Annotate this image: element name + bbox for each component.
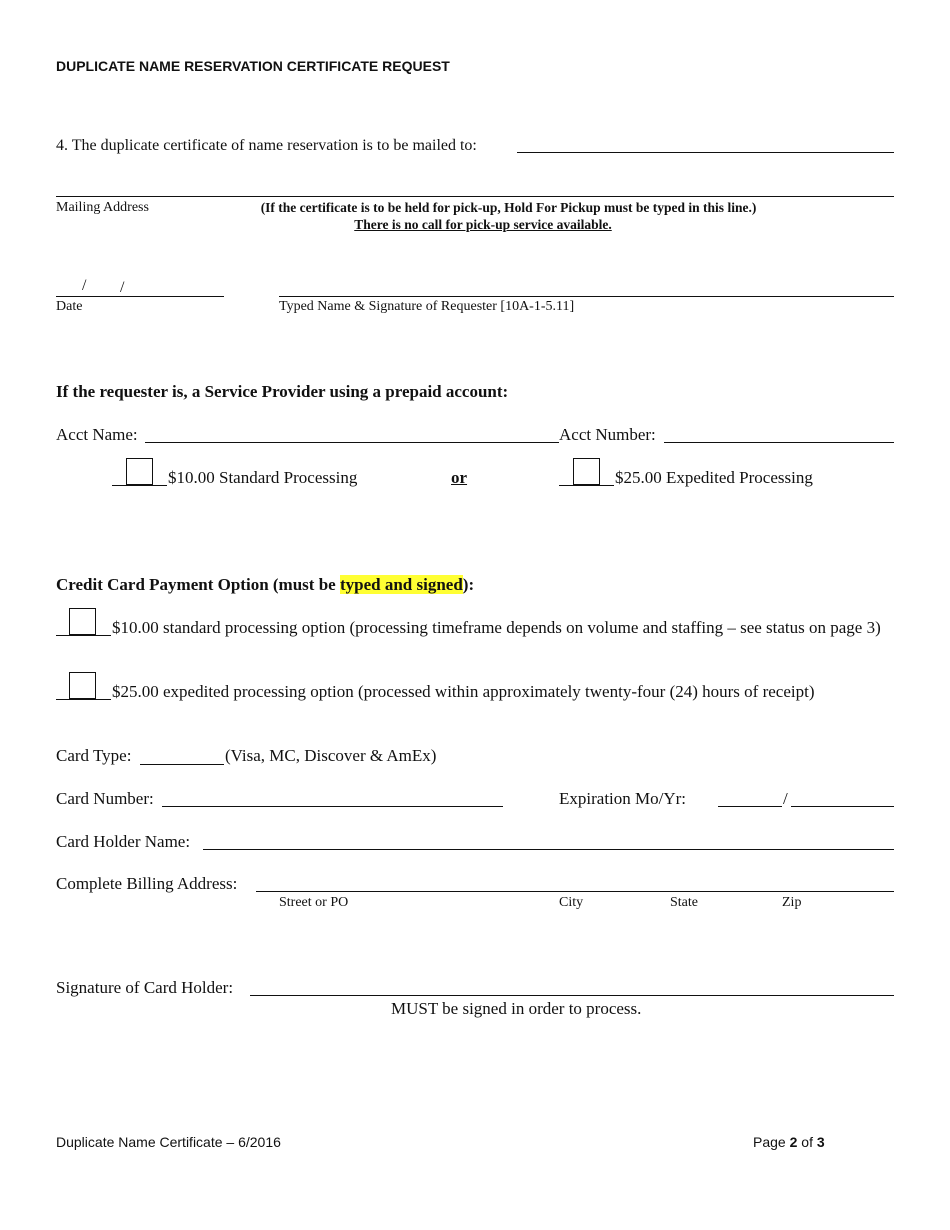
card-number-field[interactable]: [162, 806, 503, 807]
acct-name-label: Acct Name:: [56, 425, 138, 444]
acct-number-label: Acct Number:: [559, 425, 656, 444]
expiration-label: Expiration Mo/Yr:: [559, 789, 687, 808]
credit-card-heading-pre: Credit Card Payment Option (must be: [56, 575, 340, 594]
pickup-note: (If the certificate is to be held for pick-up, Hold For Pickup must be typed in this line.): [260, 200, 757, 215]
state-label: State: [670, 895, 698, 910]
mailed-to-field[interactable]: [517, 152, 894, 153]
street-label: Street or PO: [279, 895, 349, 910]
item4-text: 4. The duplicate certificate of name reservation is to be mailed to:: [56, 137, 477, 154]
cc-expedited-underline: [56, 699, 111, 700]
card-holder-signature-label: Signature of Card Holder:: [56, 978, 234, 997]
date-slash-2: /: [120, 279, 125, 296]
requester-signature-label: Typed Name & Signature of Requester [10A-1-5.11]: [279, 299, 575, 314]
page-total: 3: [816, 1134, 825, 1150]
cc-standard-option: $10.00 standard processing option (processing timeframe depends on volume and staffing – see status on page 3): [112, 618, 881, 637]
card-holder-name-field[interactable]: [203, 849, 894, 850]
date-slash-1: /: [82, 277, 87, 294]
card-holder-name-label: Card Holder Name:: [56, 832, 191, 851]
billing-address-label: Complete Billing Address:: [56, 874, 238, 893]
standard-processing-underline: [112, 485, 167, 486]
service-provider-heading: If the requester is, a Service Provider using a prepaid account:: [56, 382, 509, 401]
pickup-service-note: There is no call for pick-up service available.: [354, 217, 612, 232]
page-current: 2: [789, 1134, 798, 1150]
mailing-address-field[interactable]: [56, 196, 894, 197]
credit-card-heading-post: ):: [462, 575, 475, 594]
city-label: City: [559, 895, 584, 910]
acct-number-field[interactable]: [664, 442, 894, 443]
page-word: Page: [753, 1134, 790, 1150]
must-sign-note: MUST be signed in order to process.: [391, 999, 642, 1018]
standard-processing-checkbox[interactable]: [126, 458, 153, 485]
card-number-label: Card Number:: [56, 789, 154, 808]
expiration-year-field[interactable]: [791, 806, 894, 807]
credit-card-heading: [56, 575, 474, 595]
expiration-slash: /: [783, 789, 788, 808]
expedited-processing-underline: [559, 485, 614, 486]
cc-expedited-checkbox[interactable]: [69, 672, 96, 699]
date-field[interactable]: [56, 296, 224, 297]
cc-standard-checkbox[interactable]: [69, 608, 96, 635]
expedited-processing-label: $25.00 Expedited Processing: [615, 468, 813, 487]
card-holder-signature-field[interactable]: [250, 995, 894, 996]
expedited-processing-checkbox[interactable]: [573, 458, 600, 485]
requester-signature-field[interactable]: [279, 296, 894, 297]
zip-label: Zip: [782, 895, 802, 910]
expiration-month-field[interactable]: [718, 806, 782, 807]
cc-expedited-option: $25.00 expedited processing option (processed within approximately twenty-four (24) hours of receipt): [112, 682, 815, 701]
billing-address-field[interactable]: [256, 891, 894, 892]
standard-processing-label: $10.00 Standard Processing: [168, 468, 358, 487]
typed-and-signed-highlight: typed and signed: [339, 575, 463, 594]
card-type-field[interactable]: [140, 764, 224, 765]
or-label: or: [451, 468, 468, 487]
card-type-note: (Visa, MC, Discover & AmEx): [225, 746, 437, 765]
acct-name-field[interactable]: [145, 442, 559, 443]
footer-left: Duplicate Name Certificate – 6/2016: [56, 1134, 281, 1150]
page-title: DUPLICATE NAME RESERVATION CERTIFICATE REQUEST: [56, 58, 450, 74]
card-type-label: Card Type:: [56, 746, 132, 765]
date-label: Date: [56, 299, 83, 314]
mailing-address-label: Mailing Address: [56, 200, 149, 215]
of-word: of: [797, 1134, 817, 1150]
cc-standard-underline: [56, 635, 111, 636]
page-number: [753, 1134, 825, 1150]
